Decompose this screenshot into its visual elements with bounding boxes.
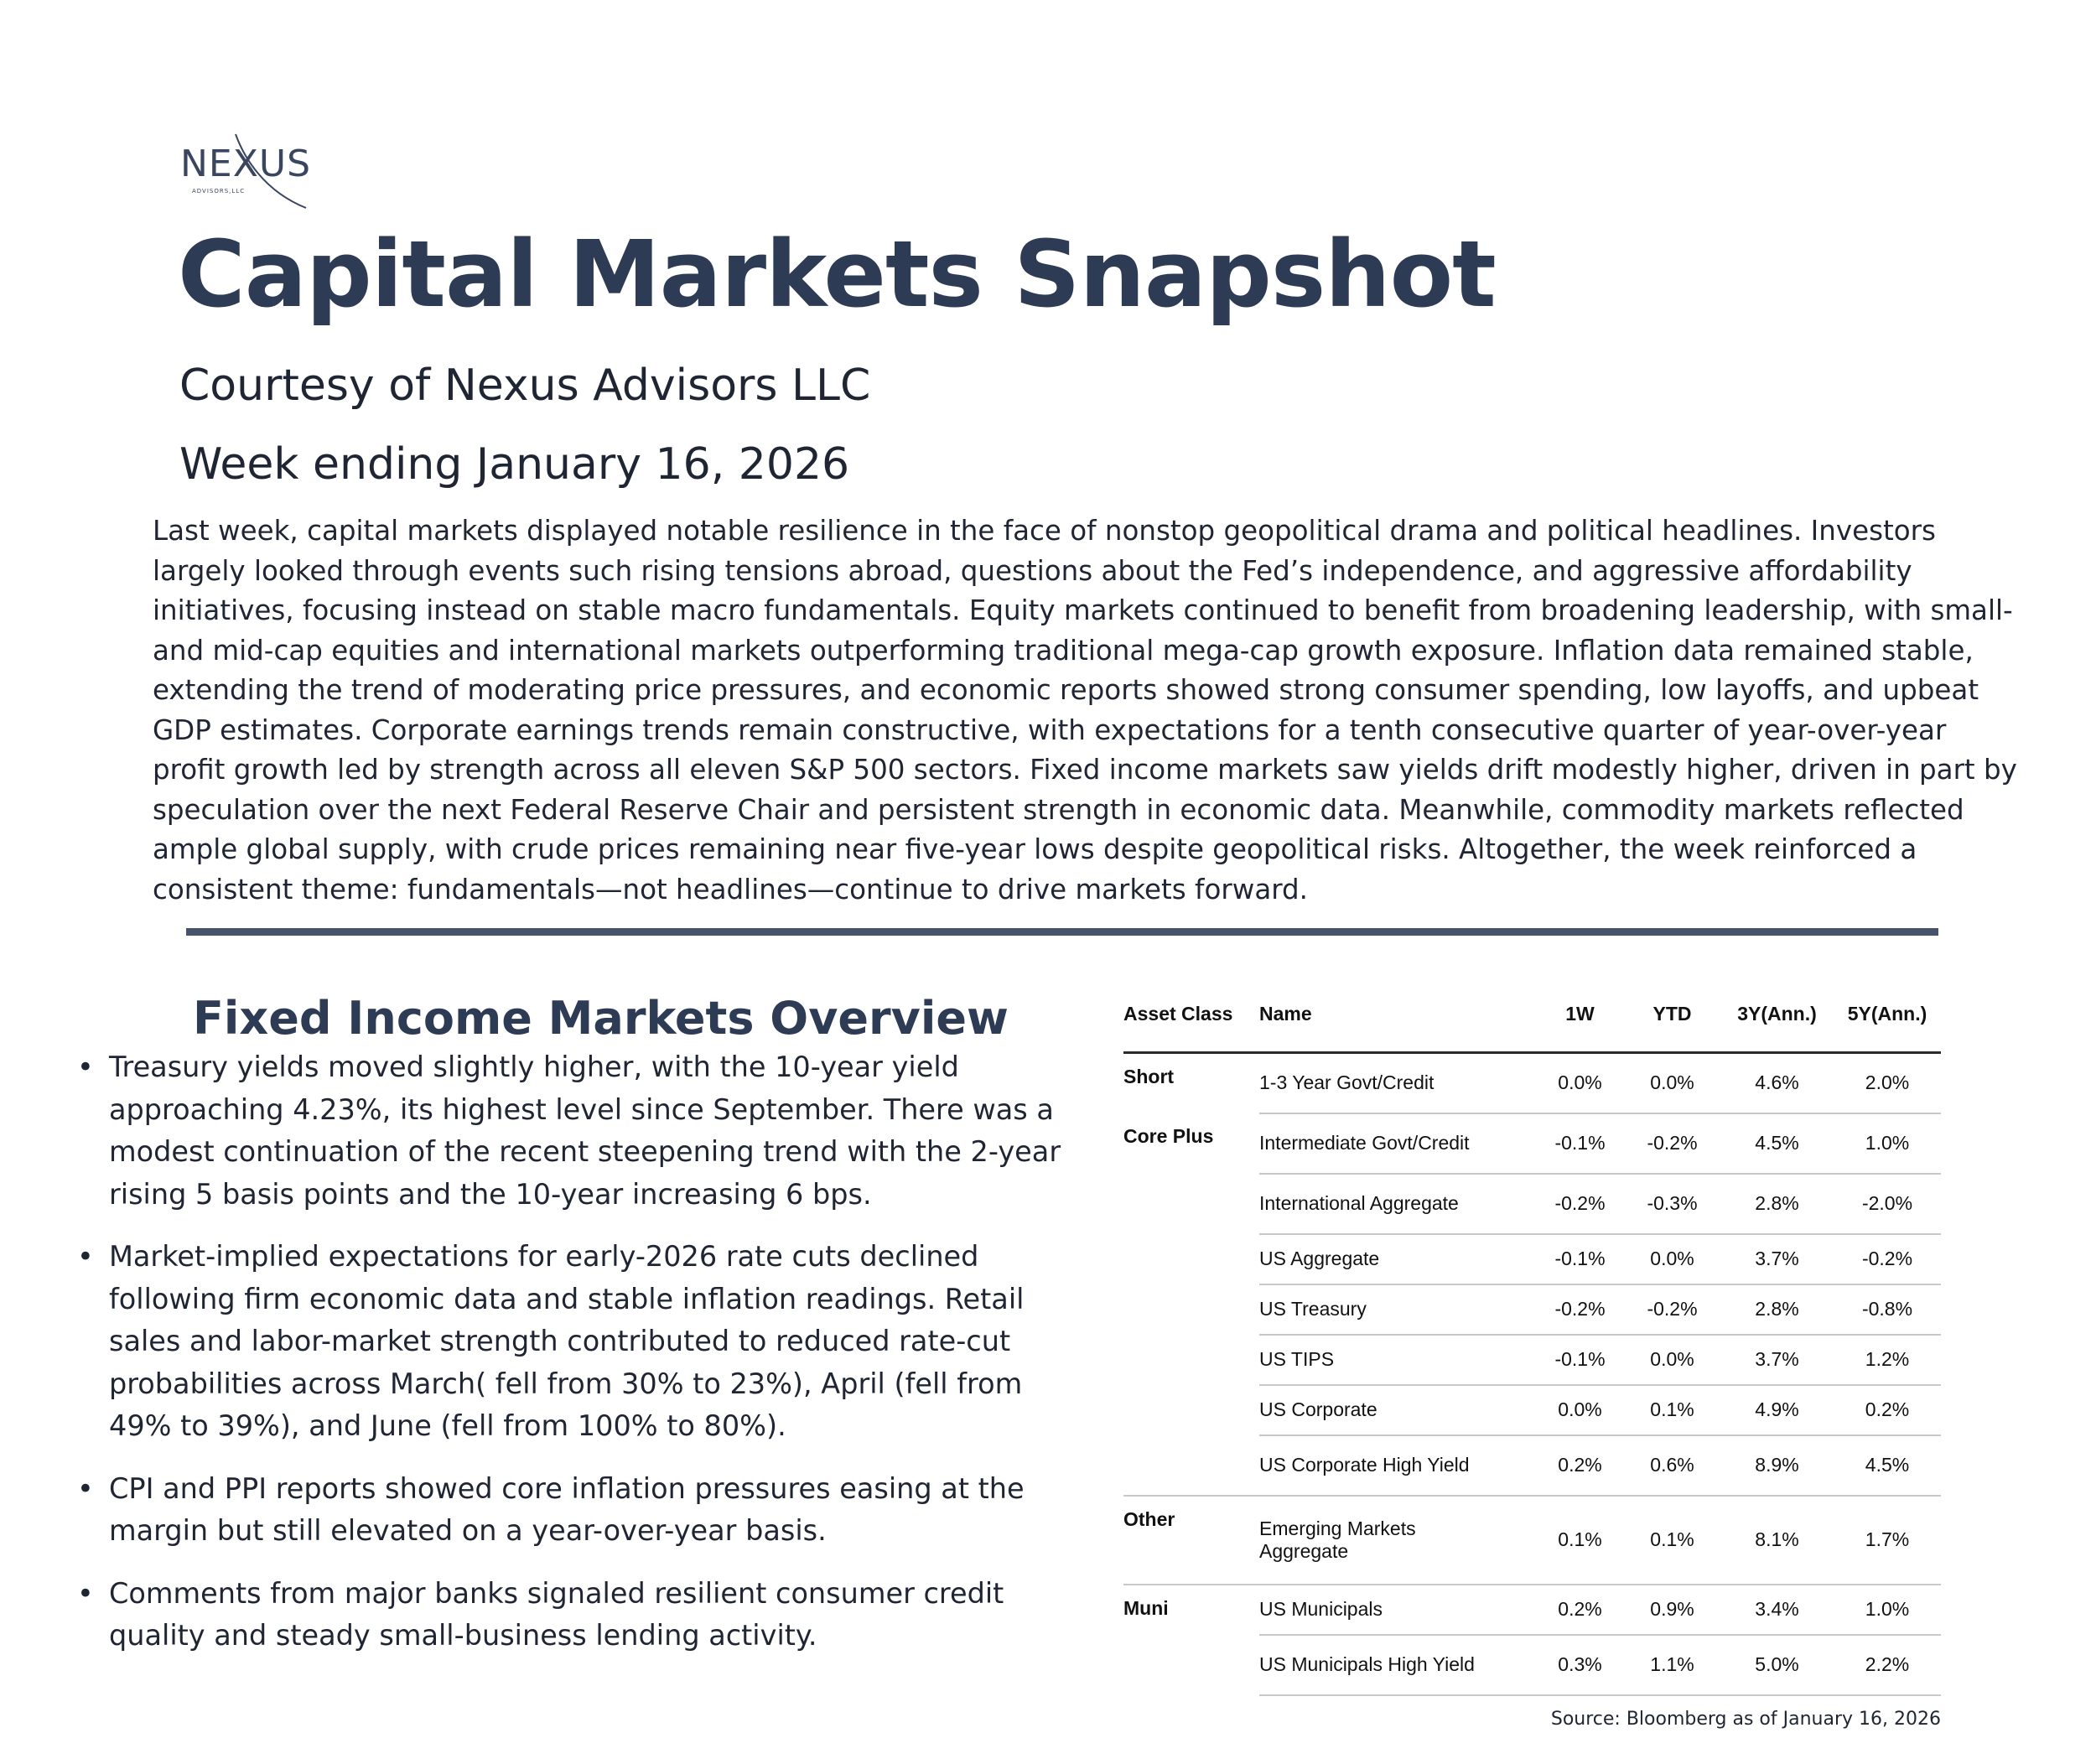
cell-3y: 5.0%	[1720, 1635, 1834, 1695]
intro-paragraph: Last week, capital markets displayed notable resilience in the face of nonstop geopolitical drama and political headlines. Investors largely looked through events such rising tensions abroad, questions about the Fed’s independence, and aggressive affordability initiatives, focusing instead on stable macro fundamentals. Equity markets continued to benefit from broadening leadership, with small- and mid-cap equities and international markets outperforming traditional mega-cap growth exposure. Inflation data remained stable, extending the trend of moderating price pressures, and economic reports showed strong consumer spending, low layoffs, and upbeat GDP estimates. Corporate earnings trends remain constructive, with expectations for a tenth consecutive quarter of year-over-year profit growth led by strength across all eleven S&P 500 sectors. Fixed income markets saw yields drift modestly higher, driven in part by speculation over the next Federal Reserve Chair and persistent strength in economic data. Meanwhile, commodity markets reflected ample global supply, with crude prices remaining near five-year lows despite geopolitical risks. Altogether, the week reinforced a consistent theme: fundamentals—not headlines—continue to drive markets forward.	[153, 515, 2017, 905]
cell-name: US Corporate High Yield	[1259, 1435, 1536, 1496]
table-row	[1123, 1053, 1941, 1113]
cell-ytd: 0.6%	[1624, 1435, 1720, 1496]
logo-subtext: ADVISORS,LLC	[192, 188, 246, 195]
cell-name: International Aggregate	[1259, 1174, 1536, 1234]
fixed-income-returns-table	[1123, 996, 1941, 1696]
week-ending-line: Week ending January 16, 2026	[179, 439, 850, 490]
cell-asset-class	[1123, 1335, 1259, 1385]
cell-asset-class	[1123, 1435, 1259, 1496]
cell-asset-class: Muni	[1123, 1585, 1259, 1635]
cell-5y: -0.8%	[1834, 1284, 1941, 1335]
cell-1w: 0.3%	[1536, 1635, 1624, 1695]
header-asset-class: Asset Class	[1123, 996, 1259, 1053]
cell-ytd: 1.1%	[1624, 1635, 1720, 1695]
table-row	[1123, 1435, 1941, 1496]
cell-5y: 1.0%	[1834, 1113, 1941, 1174]
cell-1w: 0.1%	[1536, 1496, 1624, 1585]
section-divider	[186, 928, 1938, 936]
bullet-icon: •	[77, 1240, 94, 1273]
table-row	[1123, 1496, 1941, 1585]
cell-asset-class	[1123, 1284, 1259, 1335]
cell-name: US Treasury	[1259, 1284, 1536, 1335]
cell-ytd: -0.3%	[1624, 1174, 1720, 1234]
bullet-text: CPI and PPI reports showed core inflation pressures easing at the margin but still elevated on a year-over-year basis.	[109, 1471, 1025, 1547]
cell-ytd: 0.0%	[1624, 1234, 1720, 1284]
table-source-note: Source: Bloomberg as of January 16, 2026	[1550, 1709, 1941, 1730]
bullet-item	[74, 1573, 1080, 1658]
header-name: Name	[1259, 996, 1536, 1053]
cell-ytd: 0.1%	[1624, 1496, 1720, 1585]
cell-1w: 0.0%	[1536, 1385, 1624, 1435]
header-5y: 5Y(Ann.)	[1834, 996, 1941, 1053]
logo-wordmark: NEXUS	[180, 143, 311, 185]
bullet-item	[74, 1468, 1080, 1553]
cell-1w: -0.1%	[1536, 1113, 1624, 1174]
bullet-text: Comments from major banks signaled resilient consumer credit quality and steady small-business lending activity.	[109, 1576, 1004, 1652]
table-row	[1123, 1585, 1941, 1635]
cell-5y: 4.5%	[1834, 1435, 1941, 1496]
cell-1w: 0.2%	[1536, 1435, 1624, 1496]
cell-name: Intermediate Govt/Credit	[1259, 1113, 1536, 1174]
courtesy-line: Courtesy of Nexus Advisors LLC	[179, 361, 871, 411]
header-3y: 3Y(Ann.)	[1720, 996, 1834, 1053]
table-row	[1123, 1635, 1941, 1695]
cell-name: US TIPS	[1259, 1335, 1536, 1385]
cell-5y: 1.7%	[1834, 1496, 1941, 1585]
cell-ytd: 0.1%	[1624, 1385, 1720, 1435]
cell-asset-class	[1123, 1234, 1259, 1284]
cell-5y: 2.0%	[1834, 1053, 1941, 1113]
cell-name: US Municipals High Yield	[1259, 1635, 1536, 1695]
cell-ytd: 0.0%	[1624, 1335, 1720, 1385]
cell-name: 1-3 Year Govt/Credit	[1259, 1053, 1536, 1113]
company-logo	[180, 132, 314, 212]
cell-asset-class: Other	[1123, 1496, 1259, 1585]
table-row	[1123, 1113, 1941, 1174]
fixed-income-heading: Fixed Income Markets Overview	[193, 992, 1009, 1045]
fixed-income-bullets	[74, 1046, 1080, 1678]
cell-1w: 0.0%	[1536, 1053, 1624, 1113]
bullet-icon: •	[77, 1471, 94, 1505]
cell-name: US Municipals	[1259, 1585, 1536, 1635]
bullet-icon: •	[77, 1051, 94, 1083]
table-row	[1123, 1234, 1941, 1284]
table-row	[1123, 1174, 1941, 1234]
cell-1w: -0.1%	[1536, 1234, 1624, 1284]
cell-asset-class	[1123, 1385, 1259, 1435]
cell-3y: 3.7%	[1720, 1335, 1834, 1385]
cell-name: US Corporate	[1259, 1385, 1536, 1435]
cell-3y: 2.8%	[1720, 1284, 1834, 1335]
bullet-text: Market-implied expectations for early-2026 rate cuts declined following firm economic data and stable inflation readings. Retail sales and labor-market strength contributed to reduced rate-cut probabilities across March( fell from 30% to 23%), April (fell from 49% to 39%), and June (fell from 100% to 80%).	[109, 1240, 1025, 1442]
cell-1w: 0.2%	[1536, 1585, 1624, 1635]
bullet-icon: •	[77, 1576, 94, 1610]
cell-asset-class: Core Plus	[1123, 1124, 1214, 1147]
cell-1w: -0.2%	[1536, 1284, 1624, 1335]
cell-5y: 0.2%	[1834, 1385, 1941, 1435]
cell-3y: 3.4%	[1720, 1585, 1834, 1635]
header-ytd: YTD	[1624, 996, 1720, 1053]
cell-5y: 1.0%	[1834, 1585, 1941, 1635]
cell-ytd: 0.9%	[1624, 1585, 1720, 1635]
bullet-text: Treasury yields moved slightly higher, with the 10-year yield approaching 4.23%, its highest level since September. There was a modest continuation of the recent steepening trend with the 2-year rising 5 basis points and the 10-year increasing 6 bps.	[109, 1051, 1061, 1211]
cell-3y: 8.1%	[1720, 1496, 1834, 1585]
cell-3y: 4.6%	[1720, 1053, 1834, 1113]
cell-ytd: -0.2%	[1624, 1113, 1720, 1174]
table-row	[1123, 1385, 1941, 1435]
cell-5y: -0.2%	[1834, 1234, 1941, 1284]
cell-name: Emerging Markets Aggregate	[1259, 1496, 1536, 1585]
header-1w: 1W	[1536, 996, 1624, 1053]
cell-3y: 8.9%	[1720, 1435, 1834, 1496]
cell-5y: 1.2%	[1834, 1335, 1941, 1385]
cell-3y: 2.8%	[1720, 1174, 1834, 1234]
cell-asset-class	[1123, 1174, 1259, 1234]
cell-3y: 4.5%	[1720, 1113, 1834, 1174]
table-header-row	[1123, 996, 1941, 1053]
cell-ytd: -0.2%	[1624, 1284, 1720, 1335]
cell-5y: -2.0%	[1834, 1174, 1941, 1234]
cell-3y: 3.7%	[1720, 1234, 1834, 1284]
cell-asset-class: Short	[1123, 1066, 1175, 1087]
page-title: Capital Markets Snapshot	[178, 220, 1496, 328]
cell-name: US Aggregate	[1259, 1234, 1536, 1284]
bullet-item	[74, 1236, 1080, 1448]
cell-5y: 2.2%	[1834, 1635, 1941, 1695]
cell-3y: 4.9%	[1720, 1385, 1834, 1435]
cell-1w: -0.1%	[1536, 1335, 1624, 1385]
cell-1w: -0.2%	[1536, 1174, 1624, 1234]
table-row	[1123, 1284, 1941, 1335]
cell-ytd: 0.0%	[1624, 1053, 1720, 1113]
table-row	[1123, 1335, 1941, 1385]
cell-asset-class	[1123, 1635, 1259, 1695]
bullet-item	[74, 1046, 1080, 1216]
